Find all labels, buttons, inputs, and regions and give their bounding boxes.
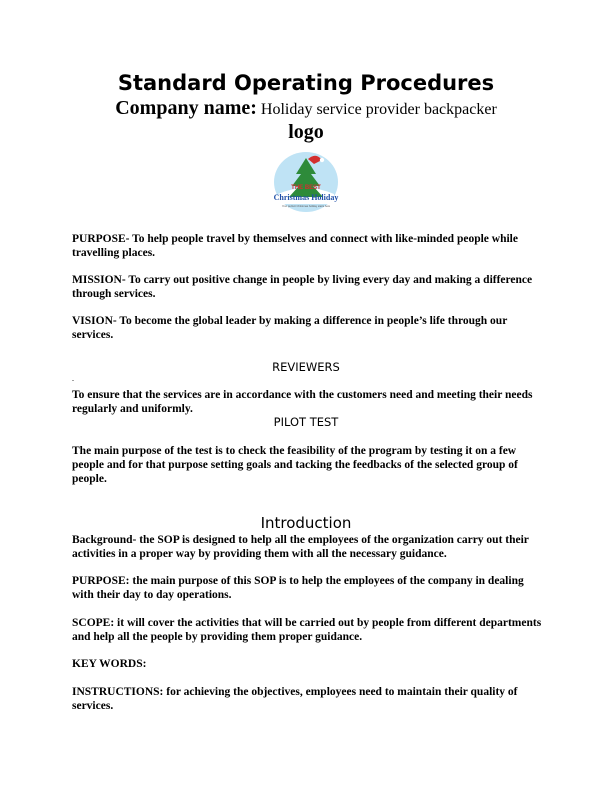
company-line [0,97,612,121]
purpose-paragraph: PURPOSE- To help people travel by themselves and connect with like-minded people while travelling places. [72,233,518,259]
christmas-holiday-logo [256,142,356,218]
scope-paragraph: SCOPE: it will cover the activities that will be carried out by people from different departments and help all the people by providing them proper guidance. [72,617,542,643]
background-paragraph: Background- the SOP is designed to help all the employees of the organization carry out their activities in a proper way by providing them with all the necessary guidance. [72,534,529,560]
logo-top-text: THE BEST [291,185,321,191]
introduction-heading: Introduction [260,514,352,532]
sop-purpose-paragraph: PURPOSE: the main purpose of this SOP is to help the employees of the company in dealing with their day to day operations. [72,575,524,601]
document-title: Standard Operating Procedures [117,71,495,95]
instructions-paragraph: INSTRUCTIONS: for achieving the objectives, employees need to maintain their quality of services. [72,686,518,712]
company-label: Company name: [115,97,257,119]
keywords-paragraph: KEY WORDS: [72,658,147,670]
pilot-test-heading: PILOT TEST [273,415,339,429]
reviewers-bullet-dot: . [72,374,74,383]
logo-hat-pompom [320,158,324,162]
mission-paragraph: MISSION- To carry out positive change in people by living every day and making a difference through services. [72,274,533,300]
reviewers-heading: REVIEWERS [272,360,340,374]
vision-paragraph: VISION- To become the global leader by making a difference in people’s life through our services. [72,315,508,341]
logo-main-text: Christmas Holiday [273,193,339,202]
company-value: Holiday service provider backpacker [260,101,497,118]
logo-label: logo [288,121,324,143]
pilot-test-paragraph: The main purpose of the test is to check the feasibility of the program by testing it on a few people and for that purpose setting goals and tacking the feedbacks of the selected group of people. [72,445,518,485]
reviewers-paragraph: To ensure that the services are in accordance with the customers need and meeting their needs regularly and uniformly. [72,389,533,415]
logo-tagline: Your perfect Christmas holiday starts here [281,205,331,208]
